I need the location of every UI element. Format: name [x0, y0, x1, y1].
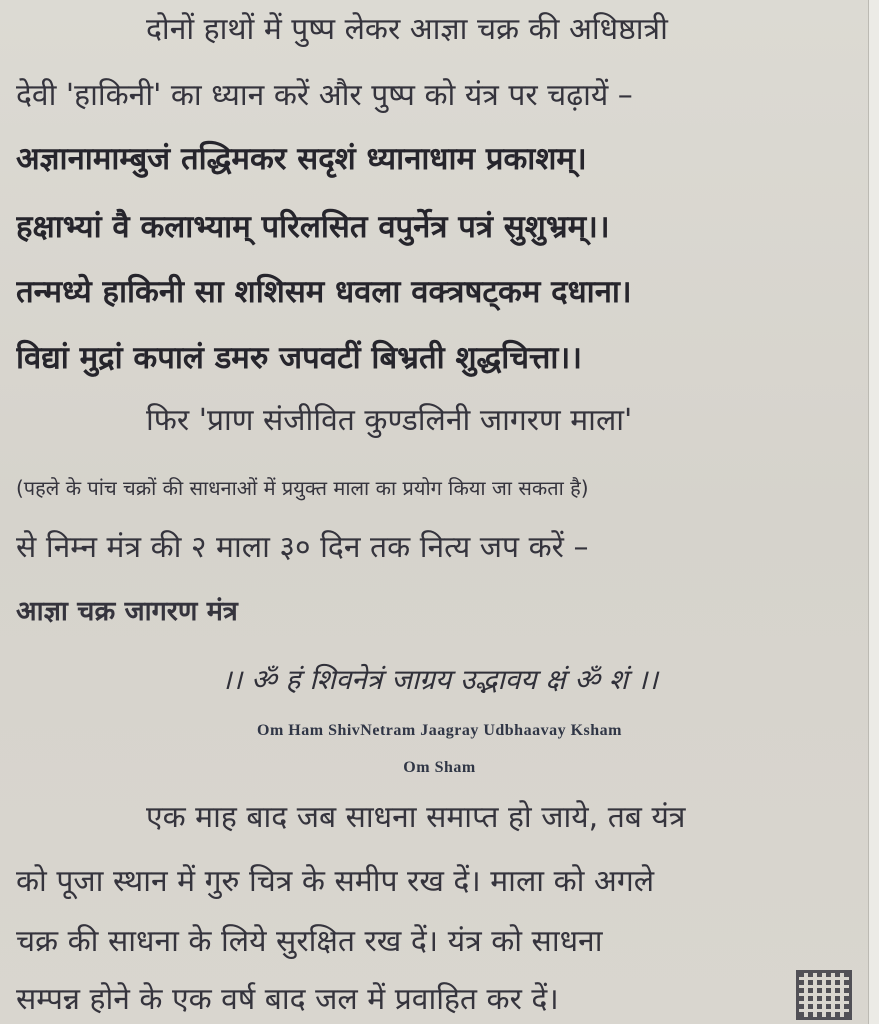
text-line-1: दोनों हाथों में पुष्प लेकर आज्ञा चक्र की अधिष्ठात्री [146, 12, 668, 47]
text-line-conclusion-2: को पूजा स्थान में गुरु चित्र के समीप रख दें। माला को अगले [16, 864, 655, 899]
text-line-conclusion-4: सम्पन्न होने के एक वर्ष बाद जल में प्रवाहित कर दें। [16, 982, 559, 1017]
parenthetical-note: (पहले के पांच चक्रों की साधनाओं में प्रयुक्त माला का प्रयोग किया जा सकता है) [16, 476, 589, 500]
text-line-mala: फिर 'प्राण संजीवित कुण्डलिनी जागरण माला' [146, 403, 633, 438]
shloka-line-3: तन्मध्ये हाकिनी सा शशिसम धवला वक्त्रषट्कम दधाना। [16, 274, 632, 310]
page-edge [868, 0, 879, 1024]
mantra-devanagari: ।। ॐ हं शिवनेत्रं जाग्रय उद्भावय क्षं ॐ शं ।। [220, 663, 659, 696]
section-heading: आज्ञा चक्र जागरण मंत्र [16, 596, 238, 627]
text-line-conclusion-1: एक माह बाद जब साधना समाप्त हो जाये, तब यंत्र [146, 800, 686, 835]
shloka-line-2: हक्षाभ्यां वै कलाभ्याम् परिलसित वपुर्नेत्र पत्रं सुशुभ्रम्।। [16, 209, 610, 245]
text-line-2: देवी 'हाकिनी' का ध्यान करें और पुष्प को यंत्र पर चढ़ायें – [16, 78, 633, 113]
shloka-line-1: अज्ञानामाम्बुजं तद्धिमकर सदृशं ध्यानाधाम प्रकाशम्। [16, 141, 587, 177]
end-mark-icon [796, 970, 852, 1020]
text-line-japa: से निम्न मंत्र की २ माला ३० दिन तक नित्य जप करें – [16, 530, 589, 565]
mantra-roman-line-1: Om Ham ShivNetram Jaagray Udbhaavay Ksham [257, 722, 622, 739]
shloka-line-4: विद्यां मुद्रां कपालं डमरु जपवटीं बिभ्रती शुद्धचित्ता।। [16, 340, 582, 376]
text-line-conclusion-3: चक्र की साधना के लिये सुरक्षित रख दें। यंत्र को साधना [16, 924, 603, 959]
mantra-roman-line-2: Om Sham [403, 759, 476, 776]
